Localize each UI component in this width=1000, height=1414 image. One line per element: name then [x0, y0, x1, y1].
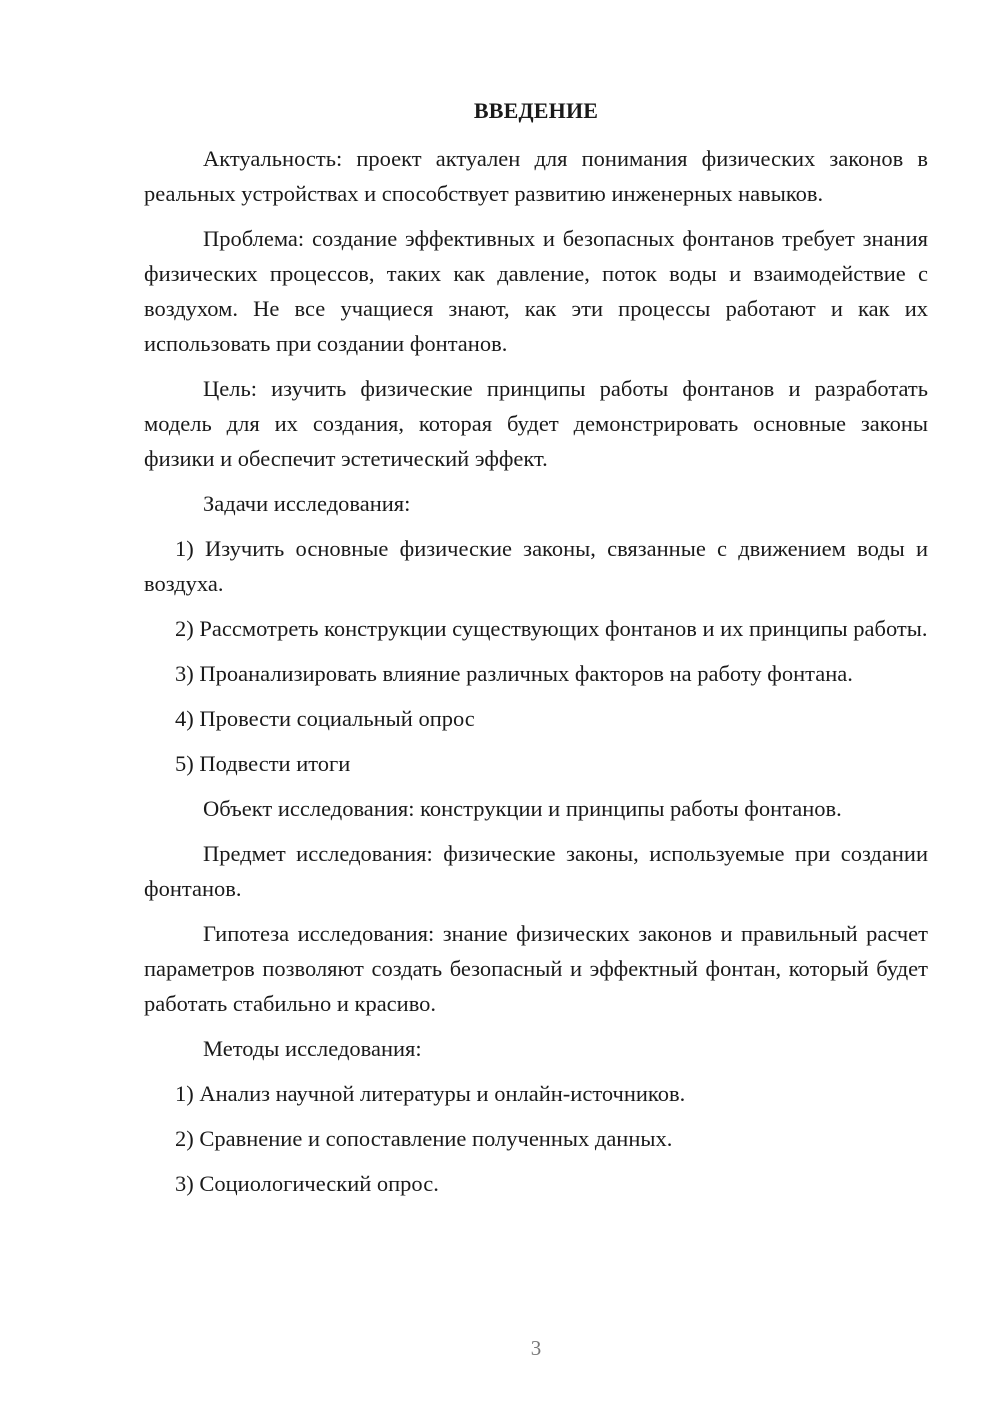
task-item-1: 1) Изучить основные физические законы, связанные с движением воды и воздуха. [144, 536, 928, 596]
task-item-5: 5) Подвести итоги [175, 751, 351, 776]
paragraph-hypothesis: Гипотеза исследования: знание физических законов и правильный расчет параметров позволяют создать безопасный и эффектный фонтан, который будет работать стабильно и красиво. [144, 921, 928, 1016]
method-item-2: 2) Сравнение и сопоставление полученных данных. [175, 1126, 673, 1151]
paragraph-goal: Цель: изучить физические принципы работы фонтанов и разработать модель для их создания, которая будет демонстрировать основные законы физики и обеспечит эстетический эффект. [144, 376, 928, 471]
paragraph-tasks-heading: Задачи исследования: [203, 491, 411, 516]
method-item-3: 3) Социологический опрос. [175, 1171, 439, 1196]
task-item-2: 2) Рассмотреть конструкции существующих фонтанов и их принципы работы. [175, 616, 928, 641]
section-title: ВВЕДЕНИЕ [473, 98, 599, 123]
paragraph-subject: Предмет исследования: физические законы, используемые при создании фонтанов. [144, 841, 928, 901]
task-item-3: 3) Проанализировать влияние различных факторов на работу фонтана. [175, 661, 853, 686]
page-number: 3 [530, 1336, 542, 1360]
method-item-1: 1) Анализ научной литературы и онлайн-источников. [175, 1081, 686, 1106]
task-item-4: 4) Провести социальный опрос [175, 706, 475, 731]
paragraph-problem: Проблема: создание эффективных и безопасных фонтанов требует знания физических процессов, таких как давление, поток воды и взаимодействие с воздухом. Не все учащиеся знают, как эти процессы работают и как их использовать при создании фонтанов. [144, 226, 928, 356]
paragraph-relevance: Актуальность: проект актуален для понимания физических законов в реальных устройствах и способствует развитию инженерных навыков. [144, 146, 928, 206]
paragraph-methods-heading: Методы исследования: [203, 1036, 422, 1061]
document-body [144, 141, 928, 1211]
paragraph-object: Объект исследования: конструкции и принципы работы фонтанов. [203, 796, 842, 821]
